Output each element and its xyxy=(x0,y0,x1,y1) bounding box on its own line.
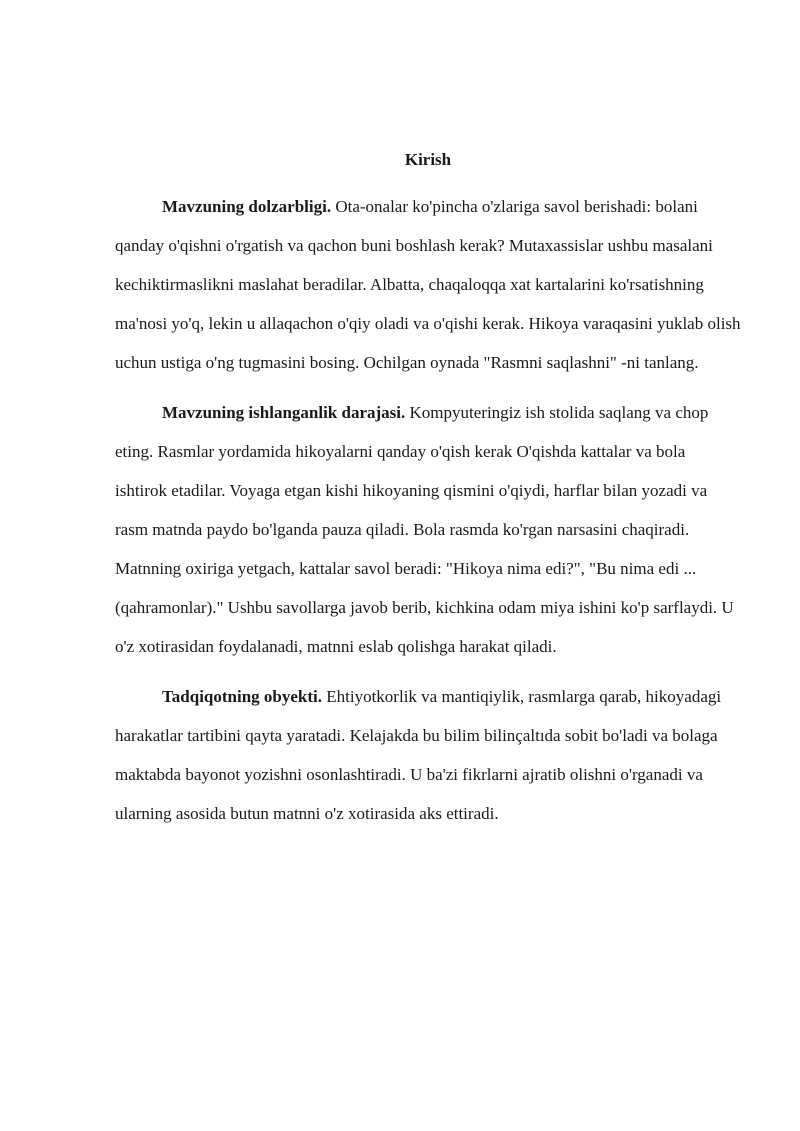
section-heading: Kirish xyxy=(404,150,452,169)
paragraph-text-relevance: Ota-onalar ko'pincha o'zlariga savol berishadi: bolani qanday o'qishni o'rgatish va qachon buni boshlash kerak? Mutaxassislar ushbu masalani kechiktirmaslikni maslahat beradilar. Albatta, chaqaloqqa xat kartalarini ko'rsatishning ma'nosi yo'q, lekin u allaqachon o'qiy oladi va o'qishi kerak. Hikoya varaqasini yuklab olish uchun ustiga o'ng tugmasini bosing. Ochilgan oynada "Rasmni saqlashni" -ni tanlang. xyxy=(115,197,741,372)
paragraph-development-level xyxy=(115,393,741,666)
paragraph-lead-research-object: Tadqiqotning obyekti. xyxy=(162,687,322,706)
paragraph-text-development-level: Kompyuteringiz ish stolida saqlang va chop eting. Rasmlar yordamida hikoyalarni qanday o'qish kerak O'qishda kattalar va bola ishtirok etadilar. Voyaga etgan kishi hikoyaning qismini o'qiydi, harflar bilan yozadi va rasm matnda paydo bo'lganda pauza qiladi. Bola rasmda ko'rgan narsasini chaqiradi. Matnning oxiriga yetgach, kattalar savol beradi: "Hikoya nima edi?", "Bu nima edi ... (qahramonlar)." Ushbu savollarga javob berib, kichkina odam miya ishini ko'p sarflaydi. U o'z xotirasidan foydalanadi, matnni eslab qolishga harakat qiladi. xyxy=(115,403,734,656)
paragraph-lead-relevance: Mavzuning dolzarbligi. xyxy=(162,197,332,216)
paragraph-text-research-object: Ehtiyotkorlik va mantiqiylik, rasmlarga qarab, hikoyadagi harakatlar tartibini qayta yaratadi. Kelajakda bu bilim bilinçaltıda sobit bo'ladi va bolaga maktabda bayonot yozishni osonlashtiradi. U ba'zi fikrlarni ajratib olishni o'rganadi va ularning asosida butun matnni o'z xotirasida aks ettiradi. xyxy=(115,687,722,823)
paragraph-lead-development-level: Mavzuning ishlanganlik darajasi. xyxy=(162,403,406,422)
paragraph-research-object xyxy=(115,677,741,833)
paragraph-relevance xyxy=(115,187,741,382)
document-page xyxy=(115,148,741,844)
